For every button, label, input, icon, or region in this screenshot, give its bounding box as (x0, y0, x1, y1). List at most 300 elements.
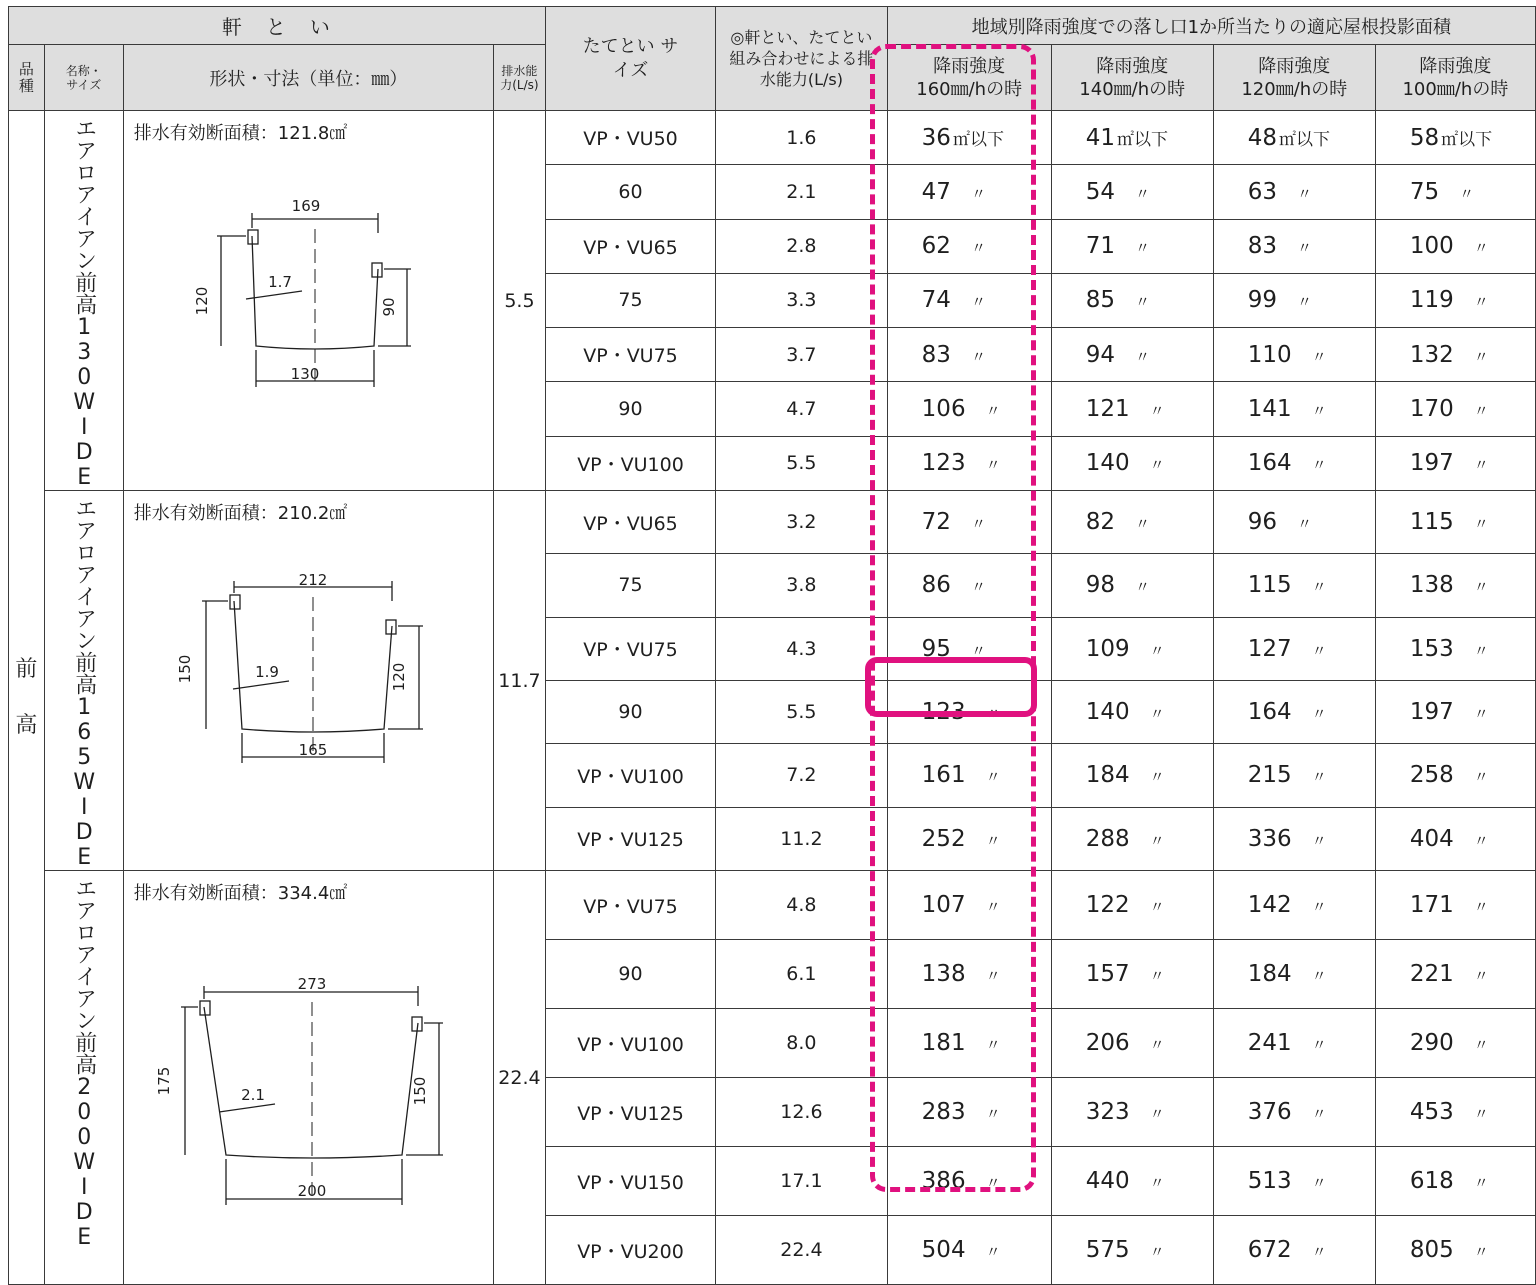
ditto-mark: 〃 (1297, 239, 1313, 258)
roof-area-cell (1213, 273, 1375, 327)
rain-intensity-value: 120㎜/hの時 (1241, 78, 1348, 100)
ditto-mark: 〃 (985, 402, 1001, 421)
combined-flow: 2.1 (716, 165, 888, 219)
roof-area-cell (1375, 219, 1535, 273)
roof-area-value: 386 (921, 1168, 966, 1194)
roof-area-value: 575 (1085, 1237, 1130, 1263)
gutter-profile-diagram (124, 491, 494, 815)
roof-area-value: 121 (1085, 396, 1130, 423)
ditto-mark: 〃 (1473, 1243, 1489, 1261)
roof-area-value: 170 (1409, 396, 1454, 423)
ditto-mark: 〃 (1473, 967, 1489, 985)
dimension-left: 175 (154, 1066, 173, 1096)
roof-area-cell (887, 328, 1051, 382)
dimension-left: 150 (175, 654, 194, 684)
downspout-size: VP・VU75 (545, 328, 715, 382)
downspout-size: VP・VU125 (545, 807, 715, 870)
downspout-size-header (545, 7, 715, 111)
product-name-cell (44, 491, 123, 871)
roof-area-value: 47 (921, 178, 951, 205)
downspout-size: VP・VU125 (545, 1078, 715, 1147)
roof-area-value: 94 (1085, 341, 1115, 368)
product-name-cell (44, 871, 123, 1285)
table-row (9, 491, 1536, 554)
combined-flow: 3.8 (716, 554, 888, 617)
roof-area-value: 115 (1409, 509, 1454, 536)
roof-area-cell (1375, 491, 1535, 554)
ditto-mark: 〃 (1473, 402, 1489, 421)
roof-area-cell (1051, 165, 1213, 219)
roof-area-value: 82 (1085, 509, 1115, 536)
rain-intensity-value: 140㎜/hの時 (1079, 78, 1186, 100)
ditto-mark: 〃 (1473, 347, 1489, 366)
ditto-mark: 〃 (1473, 515, 1489, 534)
rain-intensity-header-1 (1051, 45, 1213, 111)
roof-area-value: 161 (921, 762, 966, 789)
roof-area-cell (1051, 1216, 1213, 1285)
roof-area-value: 54 (1085, 178, 1115, 205)
roof-area-cell (887, 871, 1051, 940)
roof-area-cell (1375, 436, 1535, 490)
ditto-mark: 〃 (1134, 347, 1150, 366)
roof-area-value: 336 (1247, 825, 1292, 852)
rain-intensity-label: 降雨強度 (933, 55, 1006, 77)
ditto-mark: 〃 (1134, 578, 1150, 597)
roof-area-value: 99 (1247, 287, 1278, 314)
downspout-size: VP・VU100 (545, 436, 715, 490)
roof-area-value: 48 (1247, 124, 1278, 151)
table-row (9, 871, 1536, 940)
roof-area-value: 41 (1085, 124, 1115, 151)
roof-area-value: 252 (921, 825, 966, 852)
downspout-size: 60 (545, 165, 715, 219)
ditto-mark: 〃 (1149, 967, 1165, 985)
ditto-mark: 〃 (1473, 239, 1489, 258)
roof-area-cell (887, 744, 1051, 807)
ditto-mark: 〃 (1473, 456, 1489, 475)
roof-area-value: 805 (1409, 1237, 1454, 1263)
roof-area-cell (1375, 1147, 1535, 1216)
roof-area-cell (887, 807, 1051, 870)
ditto-mark: 〃 (985, 1243, 1001, 1261)
dimension-right: 150 (410, 1076, 429, 1106)
shape-cell (123, 111, 493, 491)
roof-area-value: 98 (1085, 572, 1115, 599)
roof-area-value: 221 (1409, 961, 1454, 987)
ditto-mark: 〃 (1297, 515, 1313, 534)
ditto-mark: 〃 (1473, 293, 1489, 312)
roof-area-cell (1051, 1078, 1213, 1147)
ditto-mark: 〃 (1134, 515, 1150, 534)
ditto-mark: 〃 (1311, 967, 1327, 985)
roof-area-value: 58 (1409, 124, 1440, 151)
ditto-mark: 〃 (1297, 184, 1313, 203)
roof-area-value: 75 (1409, 178, 1440, 205)
ditto-mark: 〃 (1311, 768, 1327, 787)
ditto-mark: 〃 (1149, 641, 1165, 660)
roof-area-cell (1213, 617, 1375, 680)
roof-area-cell (1051, 940, 1213, 1009)
combined-capacity-header (716, 7, 888, 111)
gutter-capacity: 5.5 (494, 111, 546, 491)
ditto-mark: 〃 (985, 1105, 1001, 1123)
roof-area-value: 288 (1085, 825, 1130, 852)
roof-area-cell (1375, 744, 1535, 807)
roof-area-value: 115 (1247, 572, 1292, 599)
gutter-capacity: 11.7 (494, 491, 546, 871)
ditto-mark: 〃 (1149, 898, 1165, 916)
unit-suffix: ㎡以下 (1279, 129, 1331, 150)
name-header (44, 45, 123, 111)
roof-area-cell (1051, 680, 1213, 743)
roof-area-value: 138 (1409, 572, 1454, 599)
shape-cell (123, 871, 493, 1285)
roof-area-cell (1213, 680, 1375, 743)
roof-area-cell (1213, 491, 1375, 554)
rain-intensity-label: 降雨強度 (1419, 55, 1492, 77)
roof-area-cell (1375, 273, 1535, 327)
roof-area-cell (887, 617, 1051, 680)
downspout-size: 75 (545, 554, 715, 617)
downspout-size: VP・VU150 (545, 1147, 715, 1216)
roof-area-cell (887, 111, 1051, 165)
ditto-mark: 〃 (1473, 1036, 1489, 1054)
ditto-mark: 〃 (1297, 293, 1313, 312)
roof-area-cell (1213, 554, 1375, 617)
roof-area-value: 123 (921, 450, 966, 477)
table-row (9, 111, 1536, 165)
roof-area-cell (1051, 871, 1213, 940)
ditto-mark: 〃 (1311, 402, 1327, 421)
roof-area-cell (887, 219, 1051, 273)
gutter-group-header: 軒 と い (9, 7, 546, 45)
product-name: エアロアイアン前高165WIDE (71, 497, 97, 870)
roof-area-cell (1375, 940, 1535, 1009)
capacity-header (494, 45, 546, 111)
roof-area-value: 74 (921, 287, 951, 314)
ditto-mark: 〃 (1473, 1105, 1489, 1123)
roof-area-cell (887, 1147, 1051, 1216)
kind-label: 前高 (15, 656, 38, 738)
dimension-thick: 1.9 (254, 663, 279, 681)
ditto-mark: 〃 (1311, 1036, 1327, 1054)
ditto-mark: 〃 (1473, 898, 1489, 916)
ditto-mark: 〃 (985, 456, 1001, 475)
dimension-bottom: 130 (290, 365, 320, 383)
roof-area-value: 141 (1247, 396, 1292, 423)
roof-area-value: 453 (1409, 1099, 1454, 1125)
combined-flow: 17.1 (716, 1147, 888, 1216)
rain-intensity-label: 降雨強度 (1258, 55, 1331, 77)
roof-area-cell (887, 680, 1051, 743)
area-group-header: 地域別降雨強度での落し口1か所当たりの適応屋根投影面積 (887, 7, 1535, 45)
ditto-mark: 〃 (985, 768, 1001, 787)
roof-area-value: 86 (921, 572, 951, 599)
dimension-thick: 1.7 (267, 273, 292, 291)
ditto-mark: 〃 (1311, 578, 1327, 597)
roof-area-value: 376 (1247, 1099, 1292, 1125)
combined-flow: 22.4 (716, 1216, 888, 1285)
roof-area-cell (887, 436, 1051, 490)
roof-area-cell (1051, 617, 1213, 680)
ditto-mark: 〃 (1149, 402, 1165, 421)
roof-area-cell (1213, 165, 1375, 219)
roof-area-cell (1375, 382, 1535, 436)
effective-area-label: 排水有効断面積：334.4㎠ (133, 883, 348, 904)
combined-flow: 4.3 (716, 617, 888, 680)
roof-area-cell (1051, 554, 1213, 617)
ditto-mark: 〃 (1311, 1243, 1327, 1261)
downspout-size: VP・VU100 (545, 744, 715, 807)
ditto-mark: 〃 (1473, 1174, 1489, 1192)
dimension-top: 169 (291, 197, 321, 215)
roof-area-cell (887, 1078, 1051, 1147)
capacity-header-label: 排水能力(L/s) (500, 63, 539, 92)
ditto-mark: 〃 (970, 578, 986, 597)
roof-area-value: 96 (1247, 509, 1278, 536)
roof-area-value: 85 (1085, 287, 1115, 314)
ditto-mark: 〃 (1311, 831, 1327, 850)
roof-area-cell (887, 940, 1051, 1009)
roof-area-cell (1375, 165, 1535, 219)
product-name: エアロアイアン前高200WIDE (71, 877, 97, 1250)
roof-area-cell (1213, 111, 1375, 165)
roof-area-value: 164 (1247, 699, 1292, 726)
combined-flow: 4.8 (716, 871, 888, 940)
downspout-size: VP・VU65 (545, 219, 715, 273)
ditto-mark: 〃 (1459, 184, 1475, 203)
roof-area-value: 215 (1247, 762, 1292, 789)
unit-suffix: ㎡以下 (1441, 129, 1493, 150)
combined-flow: 4.7 (716, 382, 888, 436)
downspout-size: 90 (545, 940, 715, 1009)
roof-area-cell (1213, 1147, 1375, 1216)
roof-area-cell (1375, 111, 1535, 165)
ditto-mark: 〃 (1149, 768, 1165, 787)
kind-cell (9, 111, 45, 1285)
ditto-mark: 〃 (985, 705, 1001, 724)
roof-area-value: 157 (1085, 961, 1130, 987)
roof-area-value: 283 (921, 1099, 966, 1125)
combined-flow: 5.5 (716, 680, 888, 743)
ditto-mark: 〃 (985, 1036, 1001, 1054)
roof-area-value: 122 (1085, 892, 1130, 918)
ditto-mark: 〃 (1311, 456, 1327, 475)
ditto-mark: 〃 (1311, 705, 1327, 724)
roof-area-value: 672 (1247, 1237, 1292, 1263)
roof-area-value: 83 (921, 341, 951, 368)
roof-area-value: 127 (1247, 635, 1292, 662)
dimension-thick: 2.1 (240, 1086, 265, 1104)
effective-area-label: 排水有効断面積：210.2㎠ (133, 503, 348, 524)
product-name-cell (44, 111, 123, 491)
roof-area-value: 119 (1409, 287, 1454, 314)
roof-area-cell (1375, 328, 1535, 382)
shape-header: 形状・寸法（単位：㎜） (123, 45, 493, 111)
roof-area-cell (1051, 382, 1213, 436)
ditto-mark: 〃 (1149, 1105, 1165, 1123)
ditto-mark: 〃 (1149, 1036, 1165, 1054)
roof-area-value: 258 (1409, 762, 1454, 789)
roof-area-cell (1051, 1147, 1213, 1216)
roof-area-value: 513 (1247, 1168, 1292, 1194)
roof-area-cell (1051, 111, 1213, 165)
ditto-mark: 〃 (1149, 705, 1165, 724)
ditto-mark: 〃 (1149, 831, 1165, 850)
combined-capacity-label: ◎軒とい、たてとい組み合わせによる排水能力(L/s) (729, 28, 874, 89)
roof-area-value: 140 (1085, 699, 1130, 726)
ditto-mark: 〃 (1311, 898, 1327, 916)
roof-area-cell (1051, 328, 1213, 382)
roof-area-cell (887, 165, 1051, 219)
ditto-mark: 〃 (1149, 456, 1165, 475)
downspout-size: VP・VU50 (545, 111, 715, 165)
ditto-mark: 〃 (985, 831, 1001, 850)
roof-area-cell (1213, 871, 1375, 940)
ditto-mark: 〃 (1473, 641, 1489, 660)
roof-area-value: 123 (921, 699, 966, 726)
dimension-right: 90 (379, 297, 398, 317)
roof-area-value: 171 (1409, 892, 1454, 918)
ditto-mark: 〃 (1473, 578, 1489, 597)
ditto-mark: 〃 (1311, 641, 1327, 660)
ditto-mark: 〃 (970, 184, 986, 203)
rain-intensity-value: 160㎜/hの時 (916, 78, 1023, 100)
roof-area-cell (887, 1216, 1051, 1285)
roof-area-value: 153 (1409, 635, 1454, 662)
combined-flow: 6.1 (716, 940, 888, 1009)
roof-area-cell (887, 554, 1051, 617)
combined-flow: 3.7 (716, 328, 888, 382)
roof-area-cell (1051, 436, 1213, 490)
ditto-mark: 〃 (985, 967, 1001, 985)
roof-area-cell (1375, 680, 1535, 743)
roof-area-value: 206 (1085, 1030, 1130, 1056)
product-name: エアロアイアン前高130WIDE (71, 117, 97, 490)
roof-area-cell (1375, 1078, 1535, 1147)
roof-area-value: 95 (921, 635, 951, 662)
shape-cell (123, 491, 493, 871)
rainfall-capacity-table (8, 6, 1536, 1285)
roof-area-value: 440 (1085, 1168, 1130, 1194)
roof-area-cell (1213, 1078, 1375, 1147)
dimension-bottom: 200 (297, 1182, 327, 1200)
ditto-mark: 〃 (1149, 1243, 1165, 1261)
roof-area-cell (1051, 219, 1213, 273)
roof-area-cell (1375, 554, 1535, 617)
rain-intensity-value: 100㎜/hの時 (1402, 78, 1509, 100)
roof-area-cell (1213, 940, 1375, 1009)
combined-flow: 7.2 (716, 744, 888, 807)
roof-area-cell (1051, 1009, 1213, 1078)
downspout-size: VP・VU75 (545, 871, 715, 940)
roof-area-value: 164 (1247, 450, 1292, 477)
ditto-mark: 〃 (1311, 347, 1327, 366)
roof-area-value: 62 (921, 233, 951, 260)
roof-area-value: 184 (1247, 961, 1292, 987)
roof-area-value: 142 (1247, 892, 1292, 918)
rain-intensity-header-3 (1375, 45, 1535, 111)
unit-suffix: ㎡以下 (1116, 129, 1168, 150)
roof-area-value: 71 (1085, 233, 1115, 260)
downspout-size: 90 (545, 680, 715, 743)
downspout-size: VP・VU65 (545, 491, 715, 554)
roof-area-cell (1213, 1216, 1375, 1285)
ditto-mark: 〃 (1473, 768, 1489, 787)
downspout-size: 75 (545, 273, 715, 327)
roof-area-value: 404 (1409, 825, 1454, 852)
gutter-profile-diagram (124, 111, 494, 441)
ditto-mark: 〃 (1149, 1174, 1165, 1192)
downspout-size: 90 (545, 382, 715, 436)
downspout-size: VP・VU100 (545, 1009, 715, 1078)
ditto-mark: 〃 (1134, 184, 1150, 203)
combined-flow: 3.2 (716, 491, 888, 554)
dimension-right: 120 (389, 662, 408, 692)
dimension-top: 273 (297, 975, 327, 993)
roof-area-cell (887, 1009, 1051, 1078)
roof-area-cell (1375, 1009, 1535, 1078)
ditto-mark: 〃 (1134, 293, 1150, 312)
ditto-mark: 〃 (985, 898, 1001, 916)
roof-area-value: 100 (1409, 233, 1454, 260)
gutter-capacity: 22.4 (494, 871, 546, 1285)
combined-flow: 1.6 (716, 111, 888, 165)
roof-area-value: 110 (1247, 341, 1292, 368)
roof-area-value: 323 (1085, 1099, 1130, 1125)
roof-area-cell (887, 491, 1051, 554)
gutter-profile-diagram (124, 871, 494, 1285)
combined-flow: 8.0 (716, 1009, 888, 1078)
ditto-mark: 〃 (970, 347, 986, 366)
roof-area-cell (1375, 807, 1535, 870)
roof-area-value: 197 (1409, 699, 1454, 726)
effective-area-label: 排水有効断面積：121.8㎠ (133, 123, 348, 144)
downspout-size: VP・VU75 (545, 617, 715, 680)
roof-area-value: 106 (921, 396, 966, 423)
roof-area-cell (1213, 744, 1375, 807)
dimension-top: 212 (298, 571, 328, 589)
ditto-mark: 〃 (970, 515, 986, 534)
downspout-size-label: たてとい サイズ (582, 35, 679, 81)
combined-flow: 5.5 (716, 436, 888, 490)
ditto-mark: 〃 (970, 641, 986, 660)
ditto-mark: 〃 (1473, 831, 1489, 850)
roof-area-value: 63 (1247, 178, 1278, 205)
roof-area-cell (887, 273, 1051, 327)
roof-area-cell (1051, 273, 1213, 327)
roof-area-cell (1213, 436, 1375, 490)
roof-area-value: 36 (921, 124, 951, 151)
kind-header (9, 45, 45, 111)
roof-area-value: 184 (1085, 762, 1130, 789)
roof-area-value: 290 (1409, 1030, 1454, 1056)
name-header-label: 名称・サイズ (65, 63, 102, 92)
ditto-mark: 〃 (970, 293, 986, 312)
roof-area-value: 618 (1409, 1168, 1454, 1194)
roof-area-value: 107 (921, 892, 966, 918)
roof-area-cell (1375, 871, 1535, 940)
roof-area-value: 138 (921, 961, 966, 987)
dimension-bottom: 165 (298, 741, 328, 759)
roof-area-value: 504 (921, 1237, 966, 1263)
roof-area-value: 109 (1085, 635, 1130, 662)
roof-area-cell (1213, 382, 1375, 436)
roof-area-cell (1213, 1009, 1375, 1078)
ditto-mark: 〃 (1134, 239, 1150, 258)
roof-area-cell (1375, 1216, 1535, 1285)
combined-flow: 2.8 (716, 219, 888, 273)
